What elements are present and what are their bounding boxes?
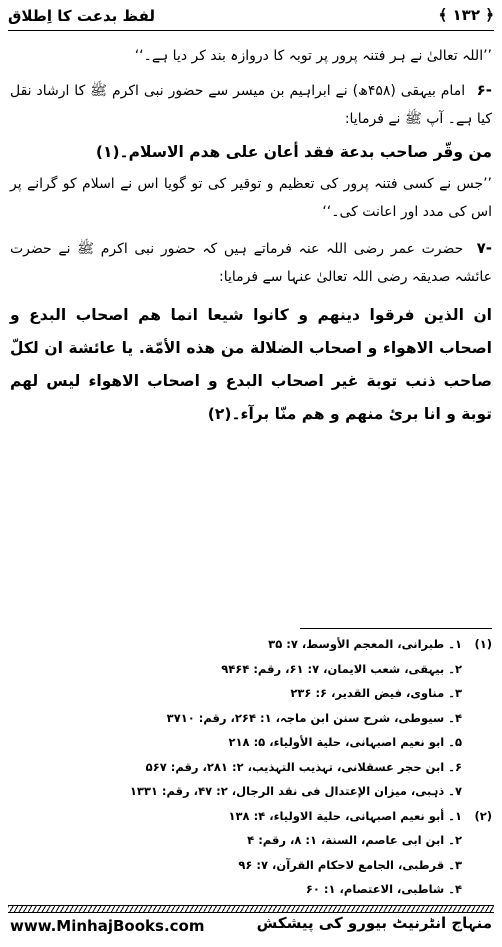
footnote-text: ۴۔ شاطبی، الاعتصام، ۱: ۶۰ [305,882,462,896]
footnote-item [10,779,492,804]
footnote-item [10,681,492,706]
footnote-item [10,730,492,755]
footnote-item [10,828,492,853]
footnote-text: ۵۔ ابو نعیم اصبہانی، حلیة الأولیاء، ۵: ۲۱۸ [228,735,462,749]
running-title: لفظ بدعت کا اِطلاق [8,7,156,25]
main-text [10,42,492,431]
footnote-text: ۲۔ بیہقی، شعب الایمان، ۷: ۶۱، رقم: ۹۴۶۴ [221,661,462,676]
footnote-text: ۷۔ ذہبی، میزان الإعتدال فی نقد الرجال، ۲: ۴۷، رقم: ۱۳۳۱ [129,784,462,798]
footer-decorative-border [8,905,494,913]
arabic-hadith-1: من وقّر صاحب بدعة فقد أعان علی هدم الاسلام۔(۱) [95,143,492,161]
footer-credit: منہاج انٹرنیٹ بیورو کی پیشکش [256,914,492,932]
item-7-number: -۷ [476,239,492,257]
footnote-text: ۱۔ أبو نعیم اصبہانی، حلیة الاولیاء، ۴: ۱۳۸ [228,808,462,823]
header-rule [8,30,494,31]
arabic-hadith-2: ان الذین فرقوا دینهم و کانوا شیعا انما هم اصحاب البدع و اصحاب الاهواء و اصحاب الضلالة من هذه الأمّة. یا عائشة ان لکلّ صاحب ذنب توبة غیر اصحاب البدع و اصحاب الاهواء لیس لهم توبة و انا بریٔ منهم و هم منّا برآء۔(۲) [10,306,492,423]
footnotes [10,632,492,902]
footnote-separator [300,628,492,629]
footnote-item [10,657,492,682]
footnote-item [10,755,492,780]
item-6-number: -۶ [476,81,493,99]
item-6-text: امام بیہقی (۴۵۸ھ) نے ابراہیم بن میسر سے حضور نبی اکرم ﷺ کا ارشاد نقل کیا ہے۔ آپ ﷺ نے فرمایا: [10,83,492,127]
item-7 [10,234,492,291]
footnote-text: ۳۔ مناوی، فیض القدیر، ۶: ۲۳۶ [290,686,462,700]
footnote-text: ۲۔ ابن ابی عاصم، السنة، ۱: ۸، رقم: ۴ [247,833,462,847]
item-7-text: حضرت عمر رضی اللہ عنہ فرماتے ہیں کہ حضور نبی اکرم ﷺ نے حضرت عائشہ صدیقہ رضی اللہ تعالیٰ عنہا سے فرمایا: [10,241,492,285]
footnote-text: ۶۔ ابن حجر عسقلانی، تہذیب التہذیب، ۲: ۲۸۱، رقم: ۵۶۷ [145,759,462,774]
footnote-item [10,877,492,902]
footnote-mark: (۲) [474,808,492,823]
item-6 [10,76,492,133]
footnote-item [10,853,492,878]
website-link[interactable]: www.MinhajBooks.com [10,917,205,935]
footnote-item [10,632,492,657]
urdu-translation-1: ’’جس نے کسی فتنہ پرور کی تعظیم و توقیر کی تو گویا اس نے اسلام کو گرانے پر اس کی مدد اور اعانت کی۔‘‘ [10,176,492,220]
footnote-text: ۱۔ طبرانی، المعجم الأوسط، ۷: ۳۵ [268,637,462,651]
quote-para-1: ’’اللہ تعالیٰ نے ہر فتنہ پرور پر توبہ کا دروازہ بند کر دیا ہے۔‘‘ [134,48,492,64]
footnote-mark: (۱) [474,637,492,651]
page-header [8,4,494,30]
footnote-item [10,804,492,829]
footnote-text: ۳۔ قرطبی، الجامع لاحکام القرآن، ۷: ۹۶ [238,857,462,872]
footnote-item [10,706,492,731]
footnote-text: ۴۔ سیوطی، شرح سنن ابن ماجہ، ۱: ۲۶۴، رقم: ۳۷۱۰ [166,710,462,725]
page-number: ﴿ ۱۳۲ ﴾ [438,6,494,24]
